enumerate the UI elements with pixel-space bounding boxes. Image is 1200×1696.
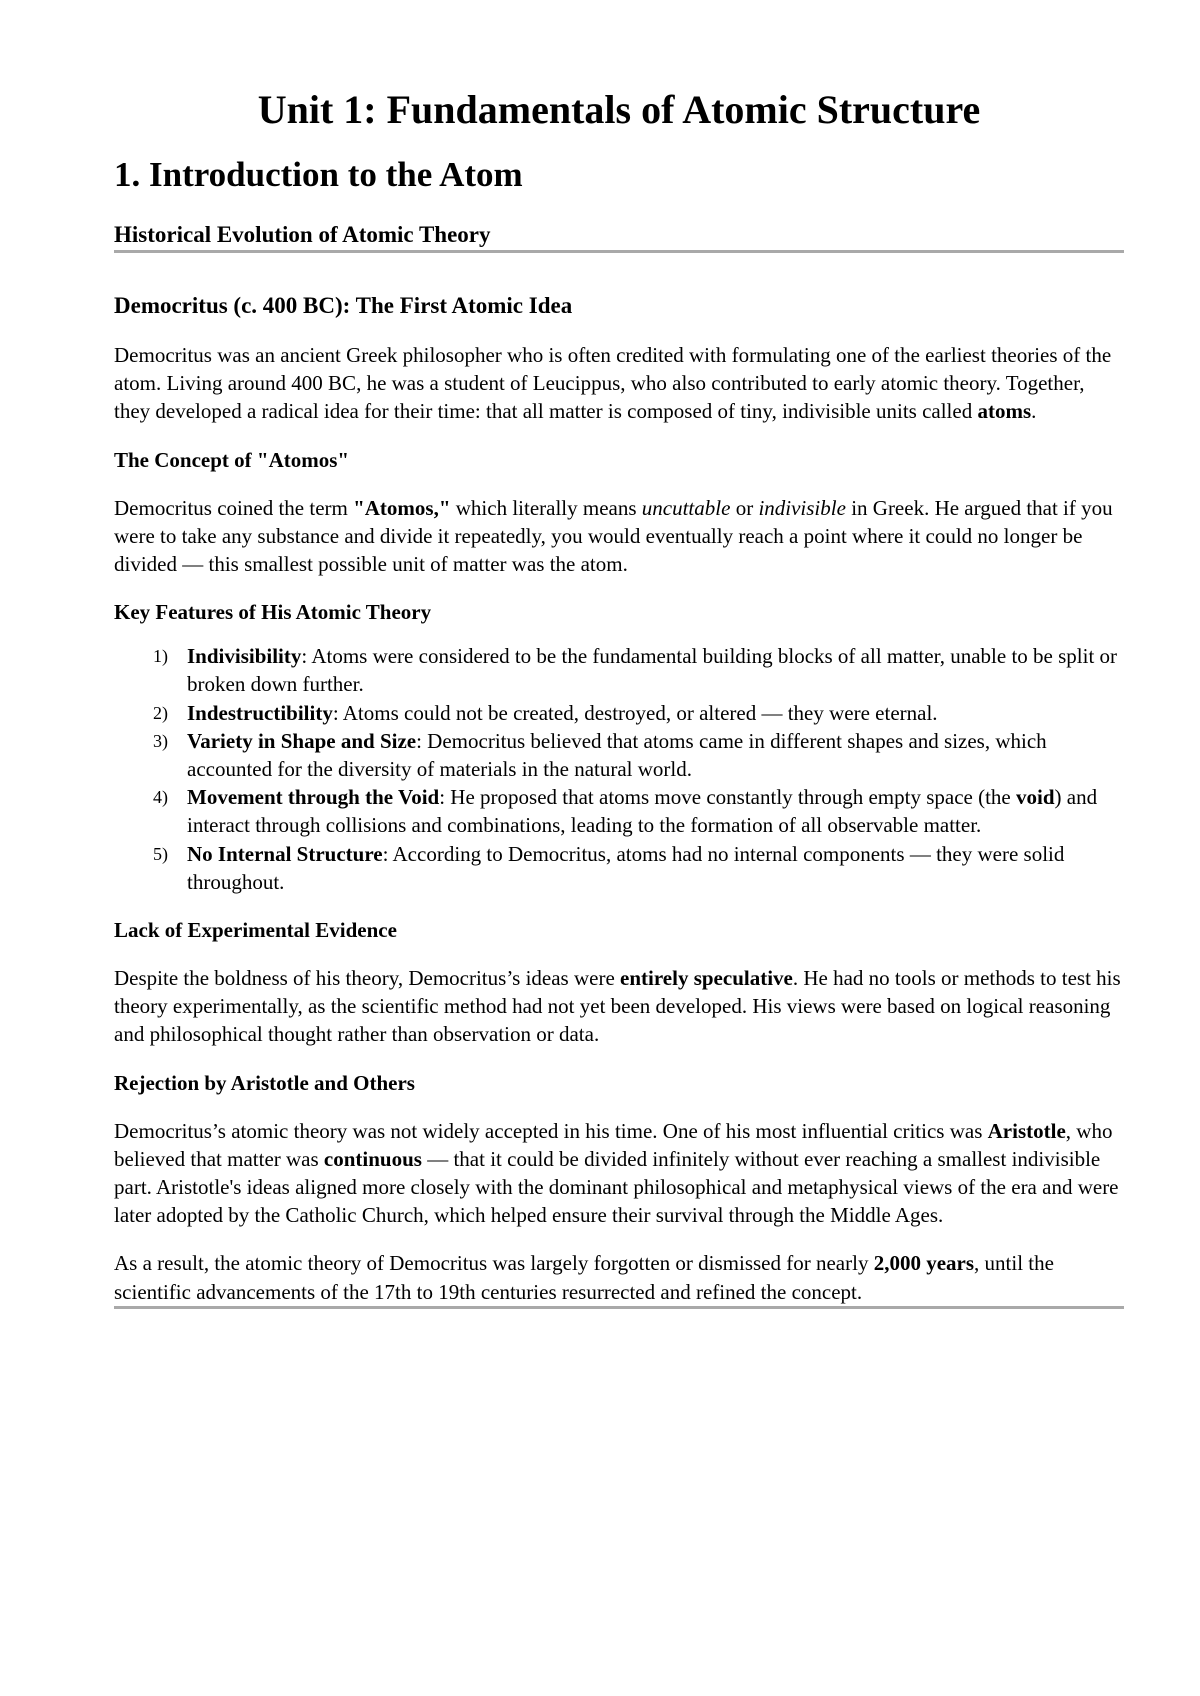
result-bold-years: 2,000 years xyxy=(873,1251,975,1276)
list-item-term: Movement through the Void xyxy=(187,785,440,810)
rejection-paragraph xyxy=(114,1117,1124,1230)
features-heading: Key Features of His Atomic Theory xyxy=(114,600,432,625)
evidence-text-2: . He had no tools or methods to test his theory experimentally, as the scientific method had not yet been developed. His views were based on logical reasoning and philosophical thought rather than observation or data. xyxy=(114,966,1121,1047)
evidence-paragraph xyxy=(114,964,1124,1049)
rejection-bold-continuous: continuous xyxy=(323,1146,422,1171)
list-item-text: : According to Democritus, atoms had no internal components — they were solid throughout. xyxy=(187,841,1065,894)
evidence-bold-speculative: entirely speculative xyxy=(620,966,793,991)
list-item-text: : Atoms were considered to be the fundamental building blocks of all matter, unable to be split or broken down further. xyxy=(187,644,1118,697)
rejection-heading: Rejection by Aristotle and Others xyxy=(114,1070,415,1095)
list-item-text: : He proposed that atoms move constantly through empty space (the xyxy=(439,785,1017,810)
list-item-bold-void: void xyxy=(1016,785,1055,810)
list-item-number: 2) xyxy=(153,702,168,723)
list-item-text-2: ) and interact through collisions and combinations, leading to the formation of all observable matter. xyxy=(187,785,1098,838)
list-item xyxy=(114,840,1124,896)
result-text-2: , until the scientific advancements of the 17th to 19th centuries resurrected and refined the concept. xyxy=(114,1251,1054,1304)
concept-paragraph xyxy=(114,494,1124,579)
list-item-number: 3) xyxy=(153,730,168,751)
evidence-text-1: Despite the boldness of his theory, Democritus’s ideas were xyxy=(114,966,621,991)
concept-text-4: in Greek. He argued that if you were to take any substance and divide it repeatedly, you would eventually reach a point where it could no longer be divided — this smallest possible unit of matter was the atom. xyxy=(114,495,1113,577)
list-item xyxy=(114,727,1124,783)
democritus-heading: Democritus (c. 400 BC): The First Atomic Idea xyxy=(114,293,573,318)
divider-bottom xyxy=(114,1306,1124,1309)
concept-italic-uncuttable: uncuttable xyxy=(641,495,731,520)
concept-italic-indivisible: indivisible xyxy=(758,495,846,520)
list-item-term: Variety in Shape and Size xyxy=(187,728,417,753)
result-text-1: As a result, the atomic theory of Democritus was largely forgotten or dismissed for nearly xyxy=(114,1251,874,1276)
list-item-text: : Democritus believed that atoms came in different shapes and sizes, which accounted for the diversity of materials in the natural world. xyxy=(187,728,1047,782)
rejection-bold-aristotle: Aristotle xyxy=(987,1118,1066,1143)
section-title: 1. Introduction to the Atom xyxy=(114,155,523,194)
rejection-text-1: Democritus’s atomic theory was not widely accepted in his time. One of his most influential critics was xyxy=(114,1118,988,1143)
result-paragraph xyxy=(114,1249,1124,1305)
rejection-text-3: — that it could be divided infinitely without ever reaching a smallest indivisible part. Aristotle's ideas aligned more closely with the dominant philosophical and metaphysical views of the era and were later adopted by the Catholic Church, which helped ensure their survival through the Middle Ages. xyxy=(114,1146,1119,1228)
list-item xyxy=(114,783,1124,839)
list-item-term: Indivisibility xyxy=(187,644,302,669)
document-page xyxy=(114,0,1124,1309)
subsection-title: Historical Evolution of Atomic Theory xyxy=(114,222,491,247)
intro-text-2: . xyxy=(1031,399,1037,424)
intro-text-1: Democritus was an ancient Greek philosopher who is often credited with formulating one of the earliest theories of the atom. Living around 400 BC, he was a student of Leucippus, who also contributed to early atomic theory. Together, they developed a radical idea for their time: that all matter is composed of tiny, indivisible units called xyxy=(114,343,1112,424)
list-item-term: Indestructibility xyxy=(187,700,333,725)
intro-paragraph xyxy=(114,341,1124,426)
list-item xyxy=(114,642,1124,698)
concept-text-2: which literally means xyxy=(450,495,642,520)
list-item-text: : Atoms could not be created, destroyed, or altered — they were eternal. xyxy=(332,700,938,725)
concept-text-1: Democritus coined the term xyxy=(114,495,354,520)
rejection-text-2: , who believed that matter was xyxy=(114,1118,1113,1171)
list-item-term: No Internal Structure xyxy=(187,841,383,866)
divider-top xyxy=(114,250,1124,253)
intro-bold-atoms: atoms xyxy=(977,399,1032,424)
list-item xyxy=(114,699,1124,727)
evidence-heading: Lack of Experimental Evidence xyxy=(114,918,397,943)
concept-heading: The Concept of "Atomos" xyxy=(114,447,350,472)
concept-bold-atomos: "Atomos," xyxy=(353,495,451,520)
list-item-number: 4) xyxy=(153,787,168,808)
concept-text-3: or xyxy=(730,495,759,520)
features-list xyxy=(114,642,1124,896)
list-item-number: 5) xyxy=(153,843,168,864)
list-item-number: 1) xyxy=(153,646,168,667)
document-title: Unit 1: Fundamentals of Atomic Structure xyxy=(257,87,981,132)
